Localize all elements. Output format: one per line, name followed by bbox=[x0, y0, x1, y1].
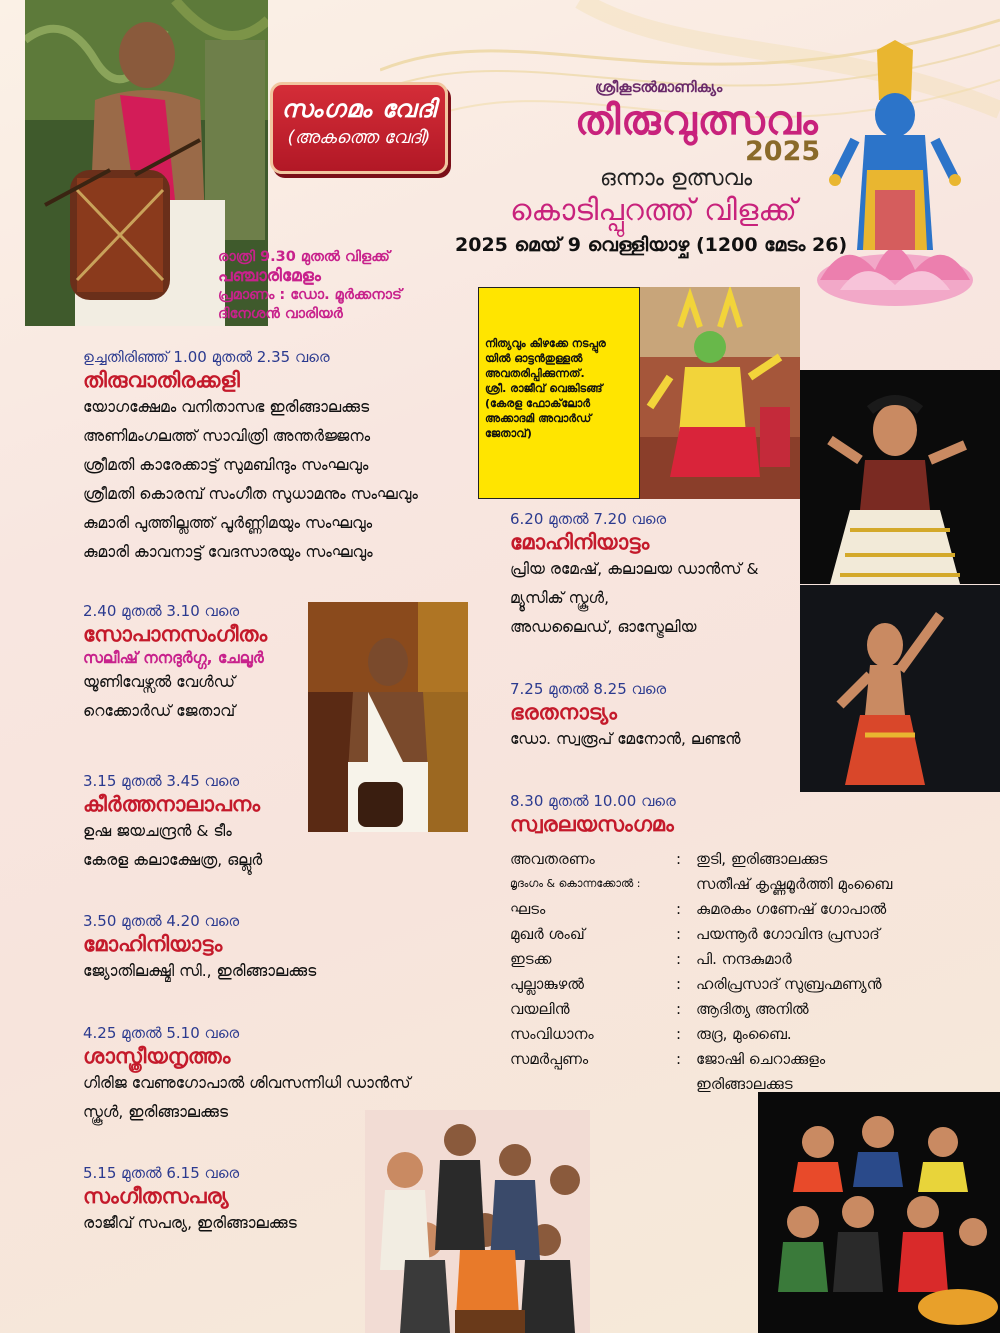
event-title: മോഹിനിയാട്ടം bbox=[83, 932, 223, 956]
note-line: അവതരിപ്പിക്കുന്നത്. bbox=[485, 367, 585, 380]
event-sasthreeyanrutham bbox=[83, 1024, 411, 1127]
event-line: ഡോ. സ്വരൂപ് മേനോൻ, ലണ്ടൻ bbox=[510, 730, 741, 748]
event-bharathanatyam bbox=[510, 680, 741, 754]
event-line: റെക്കോർഡ് ജേതാവ് bbox=[83, 702, 236, 720]
temple-name: ശ്രീകൂടൽമാണിക്യം bbox=[595, 78, 723, 96]
event-line: പ്രിയ രമേഷ്, കലാലയ ഡാൻസ് & bbox=[510, 560, 759, 578]
event-line: ശ്രീമതി കാരേക്കാട്ട് സുമബിന്ദും സംഘവും bbox=[83, 456, 369, 474]
credit-colon: : bbox=[676, 999, 682, 1018]
event-line: രാജീവ് സപര്യ, ഇരിങ്ങാലക്കുട bbox=[83, 1214, 297, 1232]
credit-role: വയലിൻ bbox=[510, 999, 570, 1018]
ottan-thullal-note bbox=[478, 287, 640, 499]
credit-name: ഹരിപ്രസാദ് സുബ്രഹ്മണ്യൻ bbox=[696, 974, 882, 993]
swaralaya-group-photo bbox=[758, 1092, 1000, 1333]
note-line: യിൽ ഓട്ടൻതുള്ളൽ bbox=[485, 352, 583, 365]
event-line: യോഗക്ഷേമം വനിതാസഭ ഇരിങ്ങാലക്കുട bbox=[83, 398, 370, 416]
note-line: ജേതാവ്) bbox=[485, 427, 532, 440]
event-sangeethasaparya bbox=[83, 1164, 297, 1238]
credit-row bbox=[510, 946, 892, 971]
venue-badge bbox=[270, 82, 448, 174]
ottan-thullal-photo bbox=[640, 287, 800, 499]
event-line: കേരള കലാക്ഷേത്ര, ഒല്ലൂർ bbox=[83, 851, 263, 869]
credit-role: മുഖർ ശംഖ് bbox=[510, 924, 585, 943]
night-leader-label: പ്രമാണം : ഡോ. മൂർക്കനാട് bbox=[218, 287, 402, 303]
event-title: സംഗീതസപര്യ bbox=[83, 1184, 229, 1208]
event-title: സ്വരലയസംഗമം bbox=[510, 812, 674, 836]
event-line: കുമാരി പുത്തില്ലത്ത് പൂർണ്ണിമയും സംഘവും bbox=[83, 514, 373, 532]
night-event: പഞ്ചാരിമേളം bbox=[218, 266, 321, 286]
credit-role: സംവിധാനം bbox=[510, 1024, 594, 1043]
event-time: 8.30 മുതൽ 10.00 വരെ bbox=[510, 792, 676, 810]
event-line: സ്കൂൾ, ഇരിങ്ങാലക്കുട bbox=[83, 1103, 229, 1121]
credit-colon: : bbox=[676, 949, 682, 968]
credit-role: പുല്ലാങ്കുഴൽ bbox=[510, 974, 585, 993]
sopanam-singer-photo bbox=[308, 602, 468, 832]
event-keerthanalapanam bbox=[83, 772, 262, 875]
event-line: ജ്യോതിലക്ഷ്മി സി., ഇരിങ്ങാലക്കുട bbox=[83, 962, 317, 980]
event-title: സോപാനസംഗീതം bbox=[83, 622, 268, 646]
event-line: ഉഷ ജയചന്ദ്രൻ & ടീം bbox=[83, 822, 232, 840]
event-time: 4.25 മുതൽ 5.10 വരെ bbox=[83, 1024, 240, 1042]
event-line: യൂണിവേഴ്സൽ വേൾഡ് bbox=[83, 673, 236, 691]
credit-name: ആദിത്യ അനിൽ bbox=[696, 999, 809, 1018]
bharatanatyam-dancer-photo bbox=[800, 585, 1000, 792]
credit-row bbox=[510, 996, 892, 1021]
event-line: മ്യൂസിക് സ്കൂൾ, bbox=[510, 589, 610, 607]
event-time: 5.15 മുതൽ 6.15 വരെ bbox=[83, 1164, 240, 1182]
credit-row bbox=[510, 846, 892, 871]
event-title: മോഹിനിയാട്ടം bbox=[510, 530, 650, 554]
credit-row bbox=[510, 1021, 892, 1046]
festival-day: ഒന്നാം ഉത്സവം bbox=[600, 166, 753, 191]
event-line: അണിമംഗലത്ത് സാവിത്രി അന്തർജ്ജനം bbox=[83, 427, 371, 445]
festival-logo-title: തിരുവുത്സവം bbox=[575, 98, 819, 144]
swaralaya-credits bbox=[510, 846, 892, 1096]
event-line: ഗിരിജ വേണുഗോപാൽ ശിവസന്നിധി ഡാൻസ് bbox=[83, 1074, 411, 1092]
note-line: ശ്രീ. രാജീവ് വെങ്കിടങ്ങ് bbox=[485, 382, 603, 395]
event-time: ഉച്ചതിരിഞ്ഞ് 1.00 മുതൽ 2.35 വരെ bbox=[83, 348, 330, 366]
event-mohiniyattam-afternoon bbox=[83, 912, 316, 986]
event-time: 7.25 മുതൽ 8.25 വരെ bbox=[510, 680, 667, 698]
credit-row bbox=[510, 1046, 892, 1071]
event-swaralayasangamam bbox=[510, 792, 676, 837]
event-time: 3.50 മുതൽ 4.20 വരെ bbox=[83, 912, 240, 930]
credit-colon: : bbox=[676, 1049, 682, 1068]
event-title: ഭരതനാട്യം bbox=[510, 700, 617, 724]
venue-name: സംഗമം വേദി bbox=[281, 95, 437, 123]
credit-name: കുമരകം ഗണേഷ് ഗോപാൽ bbox=[696, 899, 887, 918]
festival-year: 2025 bbox=[745, 136, 821, 167]
night-time: രാത്രി 9.30 മുതൽ വിളക്ക് bbox=[218, 249, 390, 265]
credit-row bbox=[510, 871, 892, 896]
event-time: 3.15 മുതൽ 3.45 വരെ bbox=[83, 772, 240, 790]
event-title: ശാസ്ത്രീയനൃത്തം bbox=[83, 1044, 231, 1068]
event-mohiniyattam-evening bbox=[510, 510, 759, 642]
venue-subtitle: (അകത്തെ വേദി) bbox=[287, 127, 431, 148]
event-time: 2.40 മുതൽ 3.10 വരെ bbox=[83, 602, 240, 620]
deity-lotus-illustration bbox=[815, 40, 975, 310]
credit-role: മൃദംഗം & കൊന്നക്കോൽ : bbox=[510, 876, 641, 890]
credit-name: രുദ്ര, മുംബൈ. bbox=[696, 1024, 792, 1043]
credit-role: ഇടക്ക bbox=[510, 949, 552, 968]
night-panchari-info bbox=[218, 248, 402, 324]
credit-colon: : bbox=[676, 849, 682, 868]
credit-role: അവതരണം bbox=[510, 849, 595, 868]
credit-name: ജോഷി ചെറാക്കുളം bbox=[696, 1049, 826, 1068]
festival-date: 2025 മെയ് 9 വെള്ളിയാഴ്ച (1200 മേടം 26) bbox=[455, 234, 848, 256]
credit-colon: : bbox=[676, 924, 682, 943]
credit-name: പയന്നൂർ ഗോവിന്ദ പ്രസാദ് bbox=[696, 924, 880, 943]
event-title: കീർത്തനാലാപനം bbox=[83, 792, 261, 816]
note-line: അക്കാദമി അവാർഡ് bbox=[485, 412, 592, 425]
credit-name: സതീഷ് കൃഷ്ണമൂർത്തി മുംബൈ bbox=[696, 874, 893, 893]
saparya-group-photo bbox=[365, 1110, 590, 1333]
note-line: നിത്യവും കിഴക്കേ നടപ്പുര bbox=[485, 337, 606, 350]
event-line: കുമാരി കാവനാട്ട് വേദസാരയും സംഘവും bbox=[83, 543, 373, 561]
credit-colon: : bbox=[676, 974, 682, 993]
event-thiruvathirakali bbox=[83, 348, 418, 567]
credit-colon: : bbox=[676, 1024, 682, 1043]
event-sopanasangeetham bbox=[83, 602, 267, 726]
credit-name: തുടി, ഇരിങ്ങാലക്കുട bbox=[696, 849, 828, 868]
credit-name: പി. നന്ദകുമാർ bbox=[696, 949, 792, 968]
event-title: തിരുവാതിരക്കളി bbox=[83, 368, 240, 392]
event-line: ശ്രീമതി കൊരമ്പ് സംഗീത സുധാമനും സംഘവും bbox=[83, 485, 418, 503]
credit-row bbox=[510, 971, 892, 996]
credit-row bbox=[510, 921, 892, 946]
credit-role: സമർപ്പണം bbox=[510, 1049, 589, 1068]
night-leader-name: ദിനേശൻ വാരിയർ bbox=[218, 306, 343, 322]
event-performer: സലീഷ് നനദുർഗ്ഗ, ചേലൂർ bbox=[83, 649, 264, 667]
credit-colon: : bbox=[676, 899, 682, 918]
credit-role: ഘടം bbox=[510, 899, 546, 918]
event-line: അഡലൈഡ്, ഓസ്ട്രേലിയ bbox=[510, 618, 697, 636]
festival-name: കൊടിപ്പുറത്ത് വിളക്ക് bbox=[510, 193, 797, 228]
credit-row bbox=[510, 896, 892, 921]
credit-name-continued: ഇരിങ്ങാലക്കുട bbox=[696, 1074, 793, 1093]
note-line: (കേരള ഫോക്‌ലോർ bbox=[485, 397, 591, 410]
event-time: 6.20 മുതൽ 7.20 വരെ bbox=[510, 510, 667, 528]
mohiniyattam-dancer-photo bbox=[800, 370, 1000, 584]
